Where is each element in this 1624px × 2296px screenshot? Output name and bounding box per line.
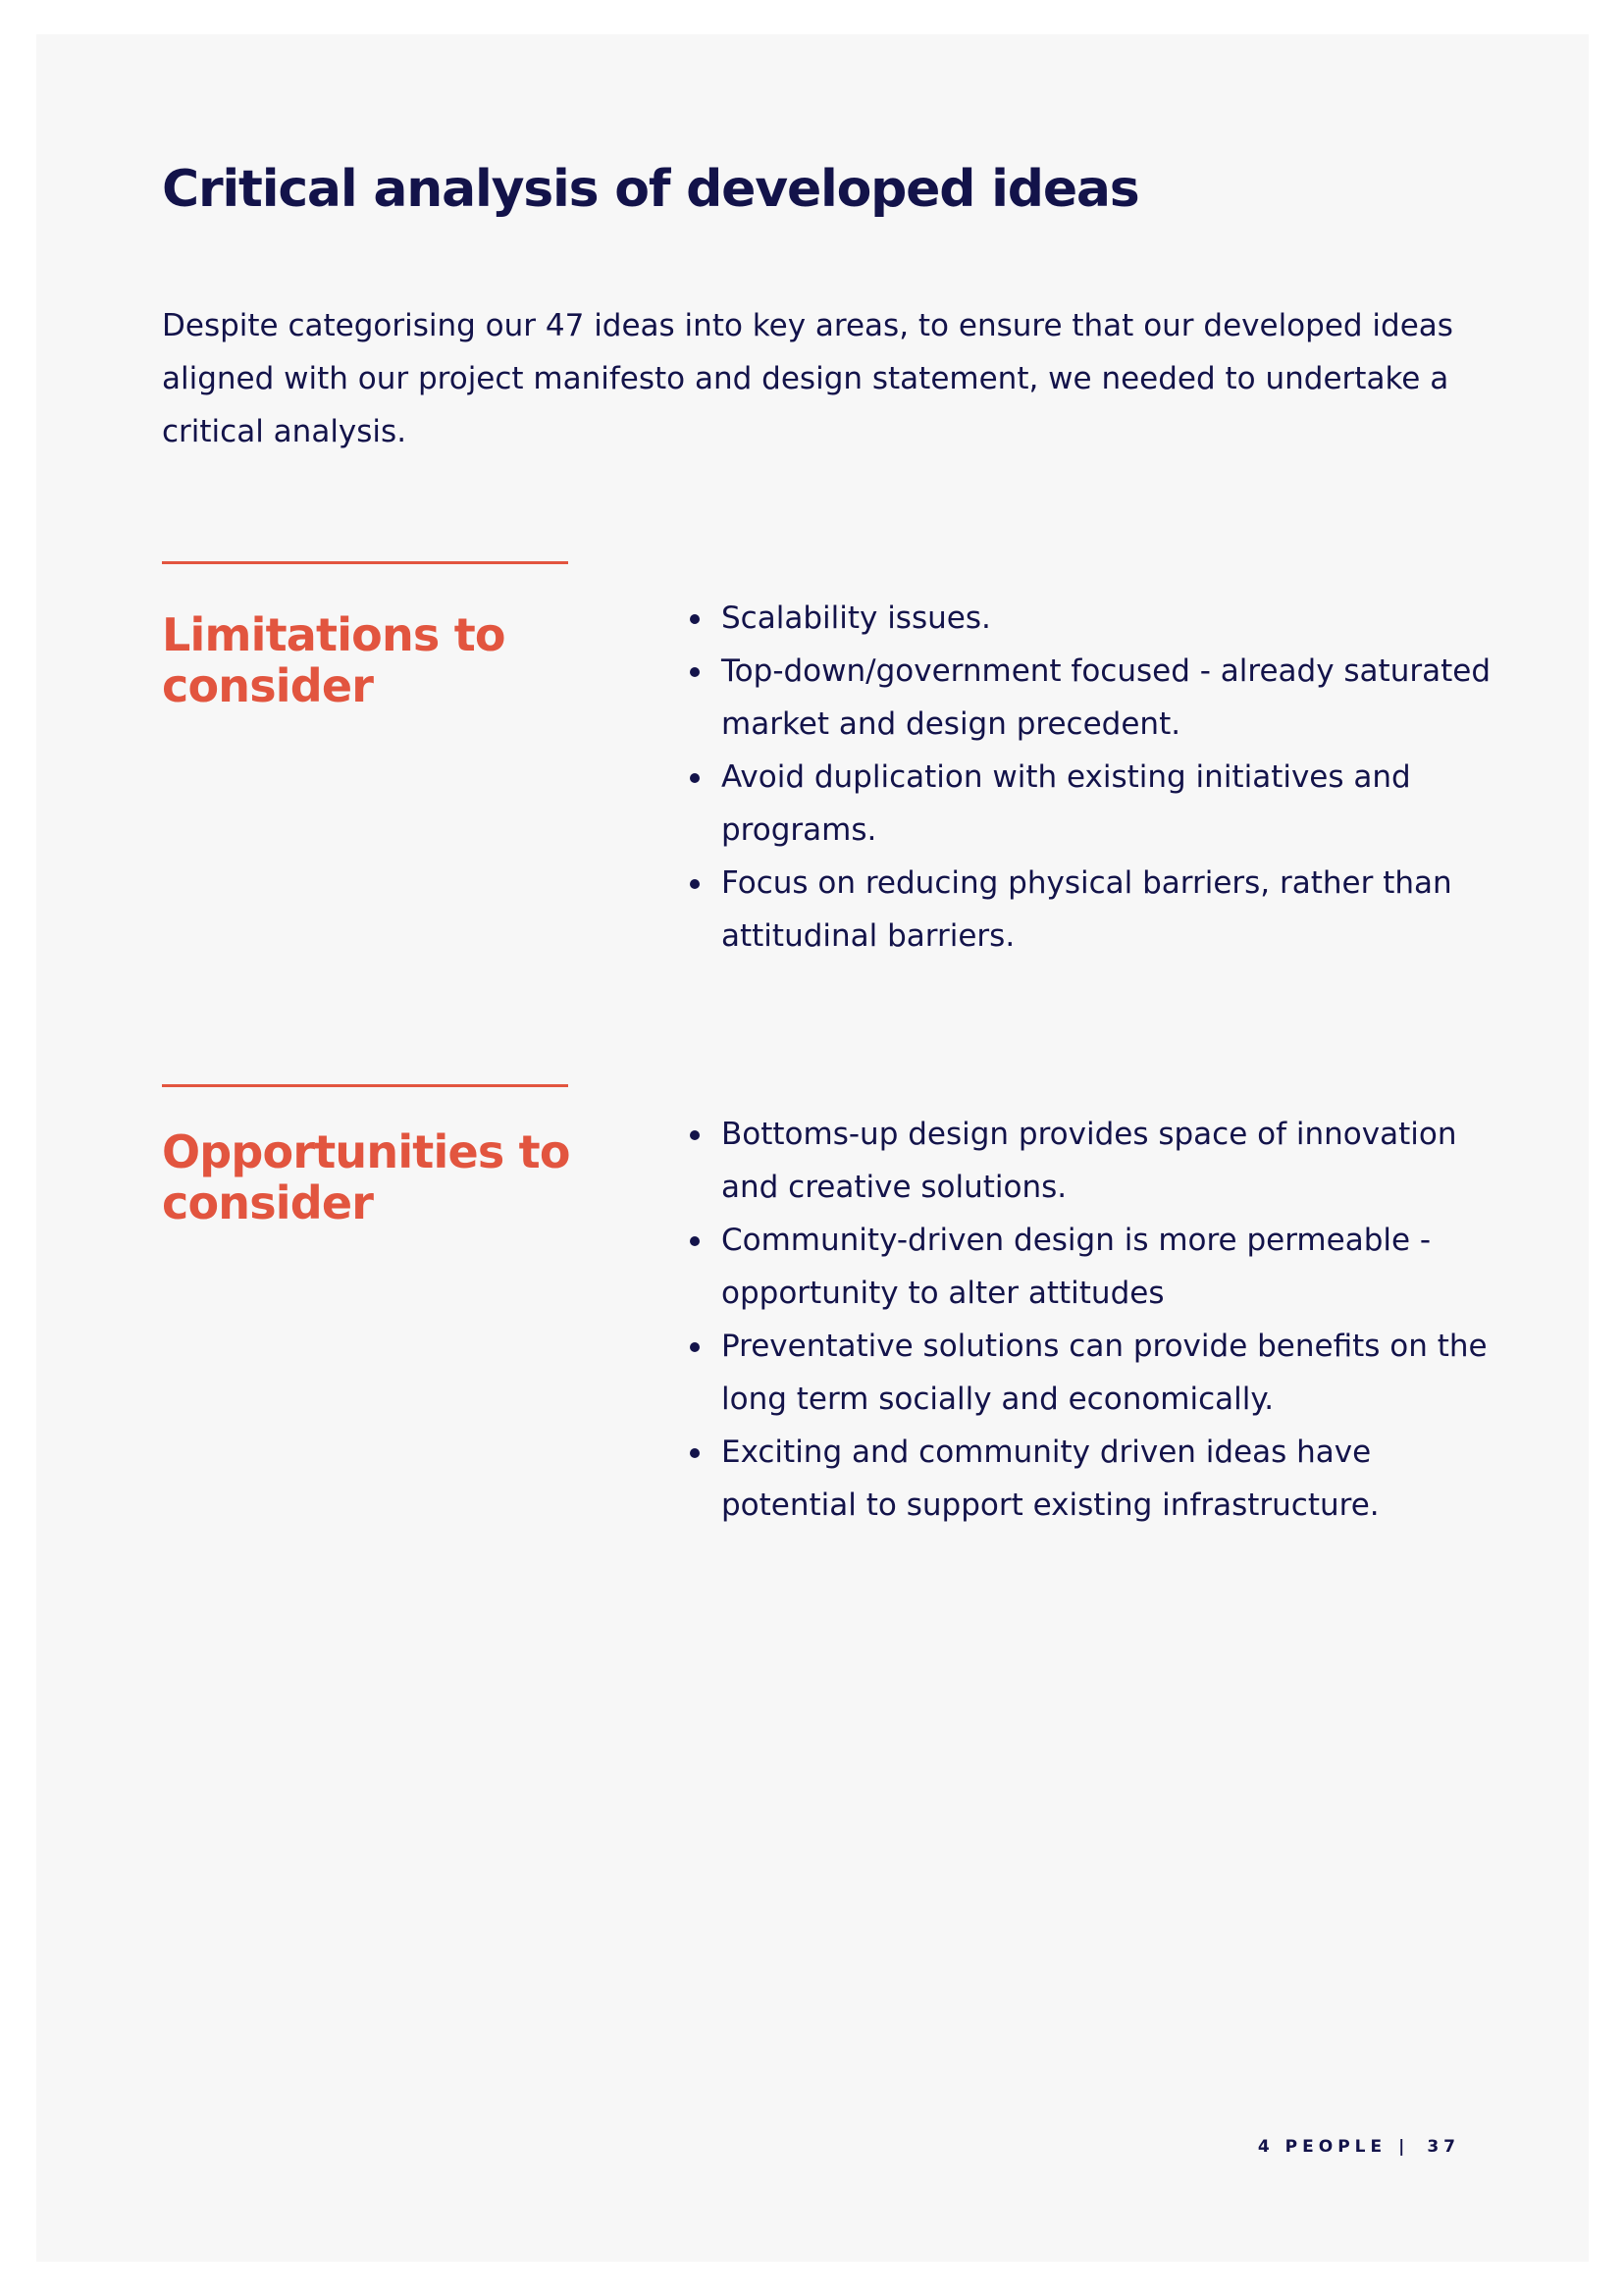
list-item-text: Scalability issues. (721, 600, 991, 636)
list-item (680, 645, 1504, 751)
list-item-text: Top-down/government focused - already saturated market and design precedent. (721, 653, 1492, 742)
opportunities-list (680, 1108, 1504, 1532)
limitations-list (680, 592, 1504, 963)
list-item-text: Community-driven design is more permeable - opportunity to alter attitudes (721, 1223, 1432, 1311)
footer-label: 4 PEOPLE (1257, 2137, 1388, 2157)
list-item-text: Exciting and community driven ideas have potential to support existing infrastructure. (721, 1435, 1380, 1523)
limitations-heading: Limitations to consider (162, 608, 505, 712)
bullet-icon (690, 1448, 700, 1458)
page (36, 34, 1589, 2262)
page-title: Critical analysis of developed ideas (162, 160, 1139, 219)
page-footer (1258, 2137, 1460, 2157)
list-item (680, 592, 1504, 645)
limitations-divider (162, 561, 568, 564)
list-item (680, 1214, 1504, 1320)
opportunities-divider (162, 1084, 568, 1087)
bullet-icon (690, 667, 700, 677)
list-item-text: Avoid duplication with existing initiatives and programs. (721, 759, 1411, 848)
list-item-text: Focus on reducing physical barriers, rather than attitudinal barriers. (721, 865, 1452, 954)
bullet-icon (690, 879, 700, 889)
list-item (680, 1108, 1504, 1214)
list-item (680, 1320, 1504, 1426)
list-item (680, 1426, 1504, 1532)
footer-separator: | (1398, 2137, 1410, 2157)
list-item-text: Bottoms-up design provides space of innovation and creative solutions. (721, 1117, 1457, 1205)
list-item-text: Preventative solutions can provide benefits on the long term socially and economically. (721, 1329, 1488, 1417)
opportunities-heading: Opportunities to consider (162, 1125, 570, 1229)
bullet-icon (690, 773, 700, 783)
bullet-icon (690, 1342, 700, 1352)
bullet-icon (690, 614, 700, 624)
bullet-icon (690, 1130, 700, 1140)
bullet-icon (690, 1236, 700, 1246)
page-number: 37 (1427, 2137, 1460, 2157)
list-item (680, 751, 1504, 857)
list-item (680, 857, 1504, 963)
intro-paragraph: Despite categorising our 47 ideas into key areas, to ensure that our developed ideas aligned with our project manifesto and design statement, we needed to undertake a critical analysis. (162, 308, 1453, 449)
